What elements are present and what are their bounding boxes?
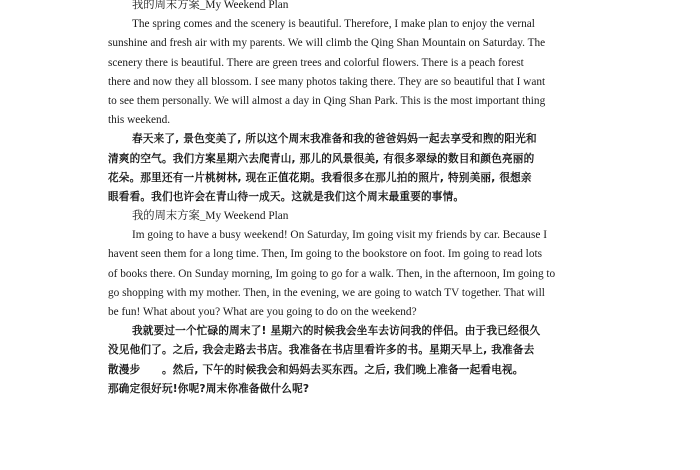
english-line: of books there. On Sunday morning, Im going to go for a walk. Then, in the afternoon, Im going to: [108, 267, 556, 280]
chinese-line: 眼看看。我们也许会在青山待一成天。这就是我们这个周末最重要的事情。: [108, 190, 465, 203]
english-line: this weekend.: [108, 114, 171, 127]
english-line: scenery there is beautiful. There are green trees and colorful flowers. There is a peach forest: [108, 56, 524, 69]
english-line: to see them personally. We will almost a day in Qing Shan Park. This is the most important thing: [108, 94, 546, 107]
chinese-line: 没见他们了。之后, 我会走路去书店。我准备在书店里看许多的书。星期天早上, 我准备去: [108, 344, 535, 357]
english-line: Im going to have a busy weekend! On Saturday, Im going visit my friends by car. Because I: [132, 229, 547, 242]
english-line: havent seen them for a long time. Then, Im going to the bookstore on foot. Im going to read lots: [108, 248, 543, 261]
section-title: 我的周末方案_My Weekend Plan: [132, 0, 289, 11]
chinese-line: 清爽的空气。我们方案星期六去爬青山, 那儿的风景很美, 有很多翠绿的数目和颜色亮丽的: [108, 152, 535, 165]
chinese-line: 花朵。那里还有一片桃树林, 现在正值花期。我看很多在那儿拍的照片, 特别美丽, 很想亲: [108, 171, 532, 184]
chinese-line: 那确定很好玩!你呢?周末你准备做什么呢?: [108, 382, 310, 395]
english-line: The spring comes and the scenery is beautiful. Therefore, I make plan to enjoy the vernal: [132, 18, 535, 31]
chinese-line: 散漫步 。然后, 下午的时候我会和妈妈去买东西。之后, 我们晚上准备一起看电视。: [108, 363, 524, 376]
chinese-line: 春天来了, 景色变美了, 所以这个周末我准备和我的爸爸妈妈一起去享受和煦的阳光和: [132, 133, 537, 146]
chinese-line: 我就要过一个忙碌的周末了! 星期六的时候我会坐车去访问我的伴侣。由于我已经很久: [132, 325, 541, 338]
section-title: 我的周末方案_My Weekend Plan: [132, 210, 289, 223]
document-body: [108, 0, 586, 399]
english-line: go shopping with my mother. Then, in the evening, we are going to watch TV together. That will: [108, 286, 545, 299]
english-line: sunshine and fresh air with my parents. We will climb the Qing Shan Mountain on Saturday. The: [108, 37, 546, 50]
english-line: be fun! What about you? What are you going to do on the weekend?: [108, 306, 417, 318]
english-line: there and now they all blossom. I see many photos taking there. They are so beautiful that I want: [108, 75, 546, 88]
